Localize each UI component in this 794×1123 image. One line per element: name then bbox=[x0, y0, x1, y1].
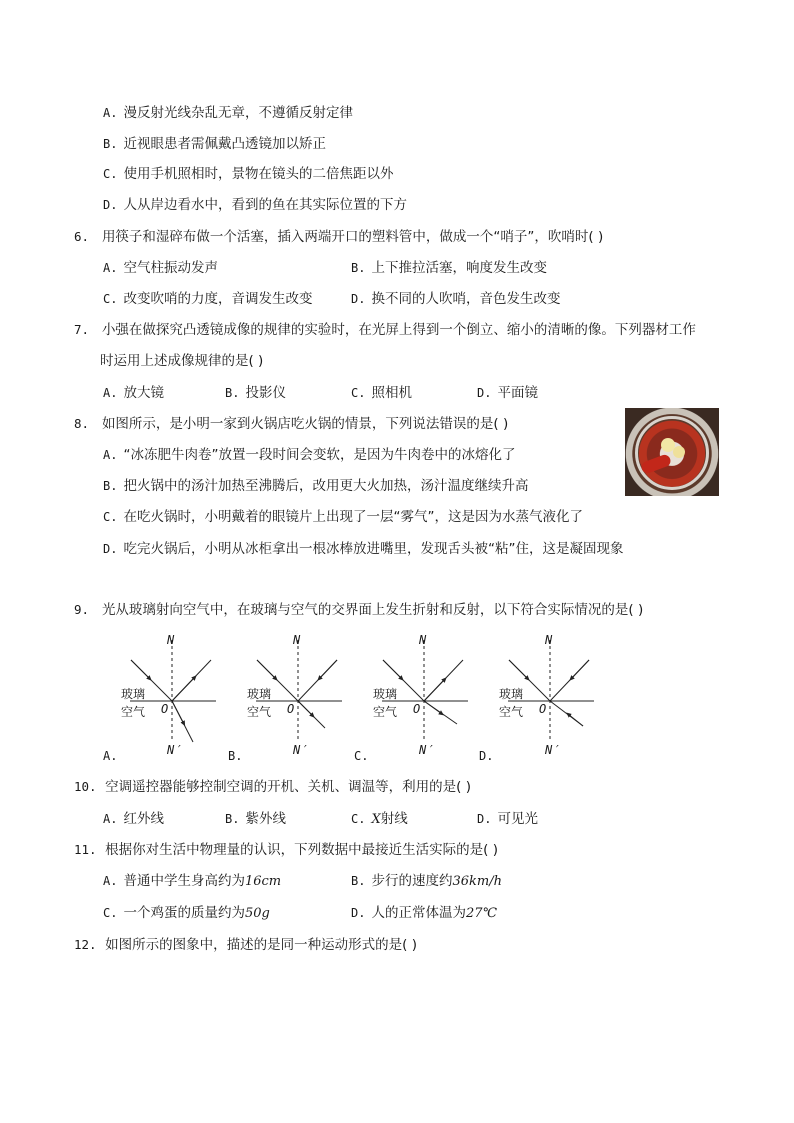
q9-stem: 9. 光从玻璃射向空气中，在玻璃与空气的交界面上发生折射和反射，以下符合实际情况的是( ) bbox=[74, 602, 644, 618]
q7-stem-line1: 7. 小强在做探究凸透镜成像的规律的实验时，在光屏上得到一个倒立、缩小的清晰的像。下列器材工作 bbox=[74, 322, 696, 338]
q8-option-c: C. 在吃火锅时，小明戴着的眼镜片上出现了一层“雾气”，这是因为水蒸气液化了 bbox=[103, 509, 583, 525]
label-o-a: O bbox=[161, 702, 169, 716]
q5-option-b: B. 近视眼患者需佩戴凸透镜加以矫正 bbox=[103, 136, 326, 152]
label-air-c: 空气 bbox=[373, 705, 398, 719]
label-n-d: N bbox=[545, 633, 553, 647]
label-air-d: 空气 bbox=[499, 705, 524, 719]
label-n-prime-a: N′ bbox=[167, 743, 182, 757]
label-n-prime-c: N′ bbox=[419, 743, 434, 757]
q8-stem: 8. 如图所示，是小明一家到火锅店吃火锅的情景，下列说法错误的是( ) bbox=[74, 416, 509, 432]
q6-option-c: C. 改变吹哨的力度，音调发生改变 bbox=[103, 291, 313, 307]
fishball-shape bbox=[673, 446, 685, 458]
label-o-b: O bbox=[287, 702, 295, 716]
q5-option-c: C. 使用手机照相时，景物在镜头的二倍焦距以外 bbox=[103, 166, 394, 182]
label-air-b: 空气 bbox=[247, 705, 272, 719]
q11-option-b: B. 步行的速度约36km/h bbox=[351, 873, 502, 889]
label-n-c: N bbox=[419, 633, 427, 647]
label-n-b: N bbox=[293, 633, 301, 647]
label-glass-a: 玻璃 bbox=[121, 687, 146, 701]
q10-option-b: B. 紫外线 bbox=[225, 811, 286, 827]
q6-option-a: A. 空气柱振动发声 bbox=[103, 260, 218, 276]
label-n-prime-d: N′ bbox=[545, 743, 560, 757]
q7-stem-line2: 时运用上述成像规律的是( ) bbox=[100, 353, 264, 369]
q6-option-d: D. 换不同的人吹哨，音色发生改变 bbox=[351, 291, 561, 307]
q9-option-b: B. bbox=[228, 749, 243, 763]
q10-option-c: C. X射线 bbox=[351, 811, 408, 827]
label-glass-d: 玻璃 bbox=[499, 687, 524, 701]
q7-option-d: D. 平面镜 bbox=[477, 385, 538, 401]
hotpot-photo bbox=[625, 408, 719, 496]
label-air-a: 空气 bbox=[121, 705, 146, 719]
label-o-c: O bbox=[413, 702, 421, 716]
label-n-a: N bbox=[167, 633, 175, 647]
label-glass-c: 玻璃 bbox=[373, 687, 398, 701]
q9-option-a: A. bbox=[103, 749, 118, 763]
q11-option-a: A. 普通中学生身高约为16cm bbox=[103, 873, 282, 889]
q11-option-d: D. 人的正常体温为27℃ bbox=[351, 905, 498, 921]
label-o-d: O bbox=[539, 702, 547, 716]
q12-stem: 12. 如图所示的图象中，描述的是同一种运动形式的是( ) bbox=[74, 937, 417, 953]
q11-stem: 11. 根据你对生活中物理量的认识，下列数据中最接近生活实际的是( ) bbox=[74, 842, 498, 858]
q5-option-a: A. 漫反射光线杂乱无章，不遵循反射定律 bbox=[103, 105, 353, 121]
q11-option-c: C. 一个鸡蛋的质量约为50g bbox=[103, 905, 270, 921]
q9-option-d: D. bbox=[479, 749, 494, 763]
q8-option-d: D. 吃完火锅后，小明从冰柜拿出一根冰棒放进嘴里，发现舌头被“粘”住，这是凝固现象 bbox=[103, 541, 624, 557]
q8-option-b: B. 把火锅中的汤汁加热至沸腾后，改用更大火加热，汤汁温度继续升高 bbox=[103, 478, 529, 494]
q7-option-a: A. 放大镜 bbox=[103, 385, 164, 401]
q6-option-b: B. 上下推拉活塞，响度发生改变 bbox=[351, 260, 547, 276]
label-n-prime-b: N′ bbox=[293, 743, 308, 757]
label-glass-b: 玻璃 bbox=[247, 687, 272, 701]
q10-stem: 10. 空调遥控器能够控制空调的开机、关机、调温等，利用的是( ) bbox=[74, 779, 471, 795]
q7-option-b: B. 投影仪 bbox=[225, 385, 286, 401]
q9-option-c: C. bbox=[354, 749, 369, 763]
q7-option-c: C. 照相机 bbox=[351, 385, 412, 401]
hotpot-rim bbox=[635, 416, 709, 490]
q10-option-d: D. 可见光 bbox=[477, 811, 538, 827]
q6-stem: 6. 用筷子和湿碎布做一个活塞，插入两端开口的塑料管中，做成一个“哨子”，吹哨时( ) bbox=[74, 229, 604, 245]
q10-option-a: A. 红外线 bbox=[103, 811, 164, 827]
q5-option-d: D. 人从岸边看水中，看到的鱼在其实际位置的下方 bbox=[103, 197, 407, 213]
q8-option-a: A. “冰冻肥牛肉卷”放置一段时间会变软，是因为牛肉卷中的冰熔化了 bbox=[103, 447, 516, 463]
